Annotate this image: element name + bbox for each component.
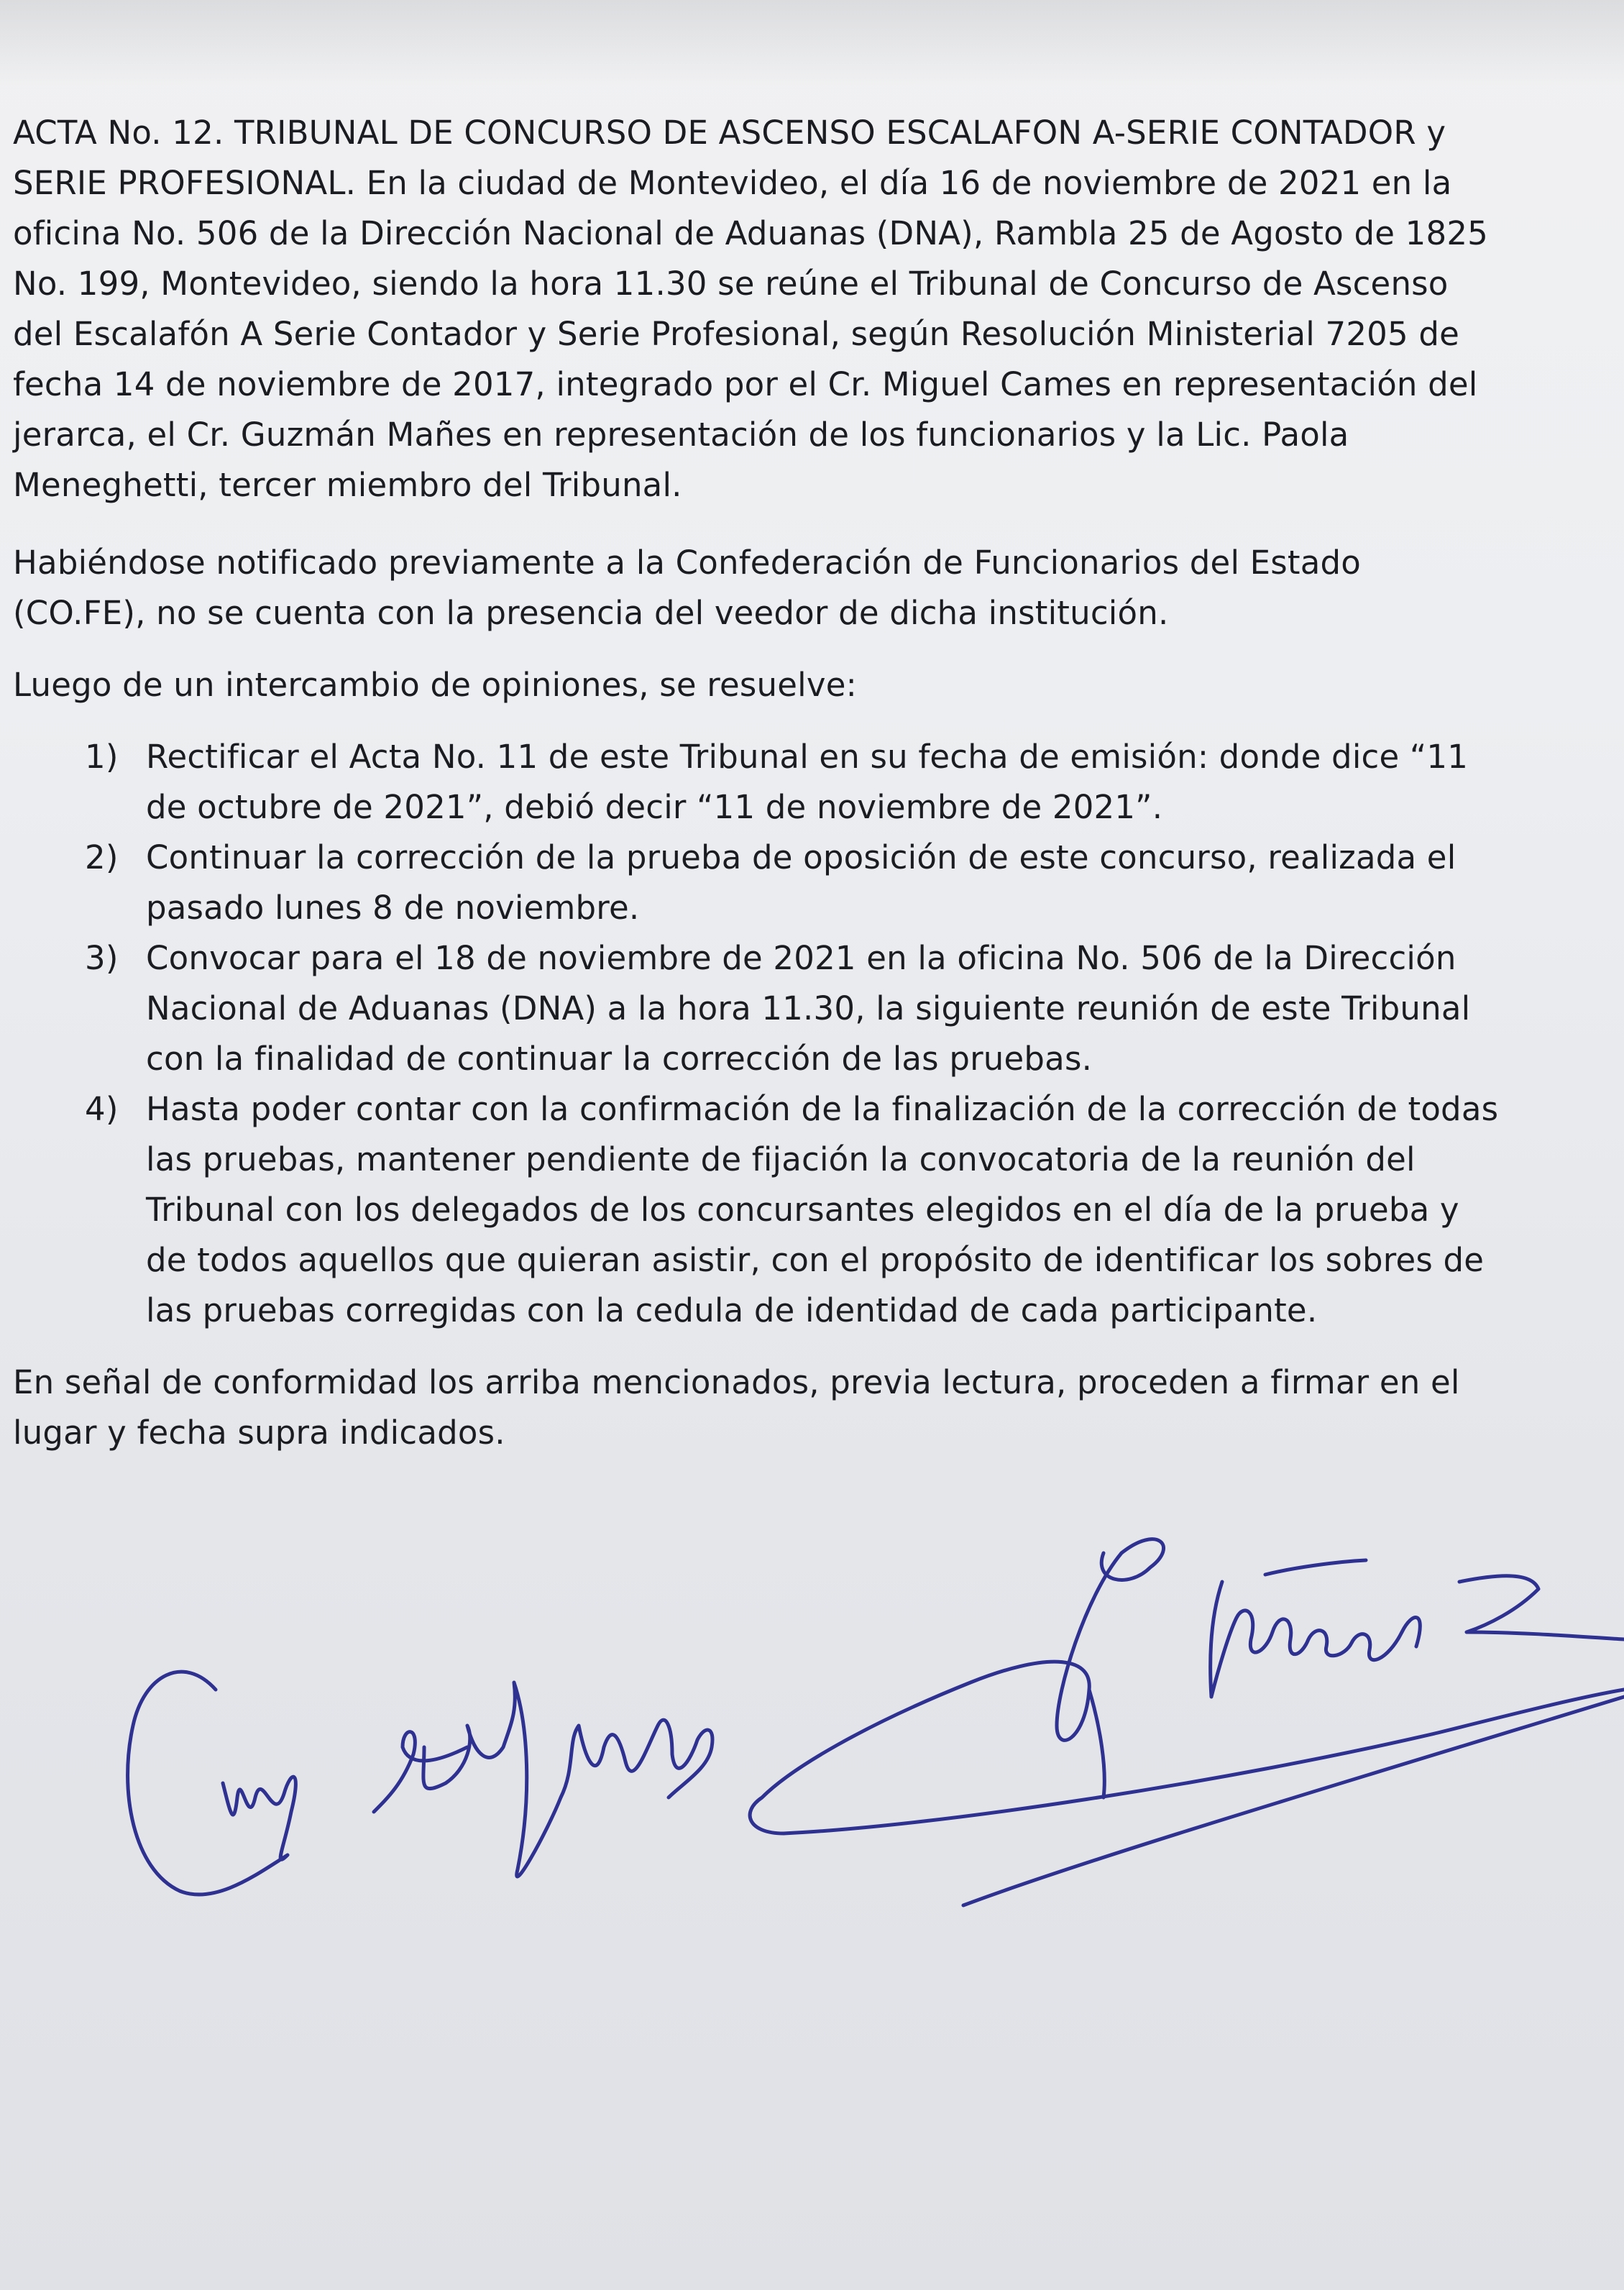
resolution-list [13,732,1501,1336]
item-number: 3) [85,939,119,977]
resolution-item [13,1084,1501,1336]
resolution-intro: Luego de un intercambio de opiniones, se resuelve: [13,666,857,704]
item-number: 1) [85,738,119,776]
resolution-item [13,933,1501,1084]
signature-manes [750,1539,1624,1905]
document-body [13,108,1501,1480]
item-number: 2) [85,838,119,876]
item-text: Hasta poder contar con la confirmación de la finalización de la corrección de todas las pruebas, mantener pendiente de fijación la convocatoria de la reunión del Tribunal con los delegados de los concursantes elegidos en el día de la prueba y de todos aquellos que quieran asistir, con el propósito de identificar los sobres de las pruebas corregidas con la cedula de identidad de cada participante. [146,1090,1499,1329]
item-number: 4) [85,1090,119,1128]
signature-meneghetti [374,1682,712,1877]
signatures [0,1510,1624,1977]
signature-cames [128,1672,296,1895]
closing-paragraph: En señal de conformidad los arriba mencionados, previa lectura, proceden a firmar en el lugar y fecha supra indicados. [13,1363,1460,1452]
item-text: Continuar la corrección de la prueba de oposición de este concurso, realizada el pasado lunes 8 de noviembre. [146,838,1456,927]
opening-paragraph: ACTA No. 12. TRIBUNAL DE CONCURSO DE ASCENSO ESCALAFON A-SERIE CONTADOR y SERIE PROFESIONAL. En la ciudad de Montevideo, el día 16 de noviembre de 2021 en la oficina No. 506 de la Dirección Nacional de Aduanas (DNA), Rambla 25 de Agosto de 1825 No. 199, Montevideo, siendo la hora 11.30 se reúne el Tribunal de Concurso de Ascenso del Escalafón A Serie Contador y Serie Profesional, según Resolución Ministerial 7205 de fecha 14 de noviembre de 2017, integrado por el Cr. Miguel Cames en representación del jerarca, el Cr. Guzmán Mañes en representación de los funcionarios y la Lic. Paola Meneghetti, tercer miembro del Tribunal. [13,114,1488,504]
notification-paragraph: Habiéndose notificado previamente a la Confederación de Funcionarios del Estado (CO.FE), no se cuenta con la presencia del veedor de dicha institución. [13,544,1362,632]
page-shadow [0,0,1624,86]
item-text: Convocar para el 18 de noviembre de 2021 en la oficina No. 506 de la Dirección Nacional de Aduanas (DNA) a la hora 11.30, la siguiente reunión de este Tribunal con la finalidad de continuar la corrección de las pruebas. [146,939,1471,1078]
item-text: Rectificar el Acta No. 11 de este Tribunal en su fecha de emisión: donde dice “11 de octubre de 2021”, debió decir “11 de noviembre de 2021”. [146,738,1469,826]
resolution-item [13,732,1501,833]
resolution-item [13,833,1501,933]
